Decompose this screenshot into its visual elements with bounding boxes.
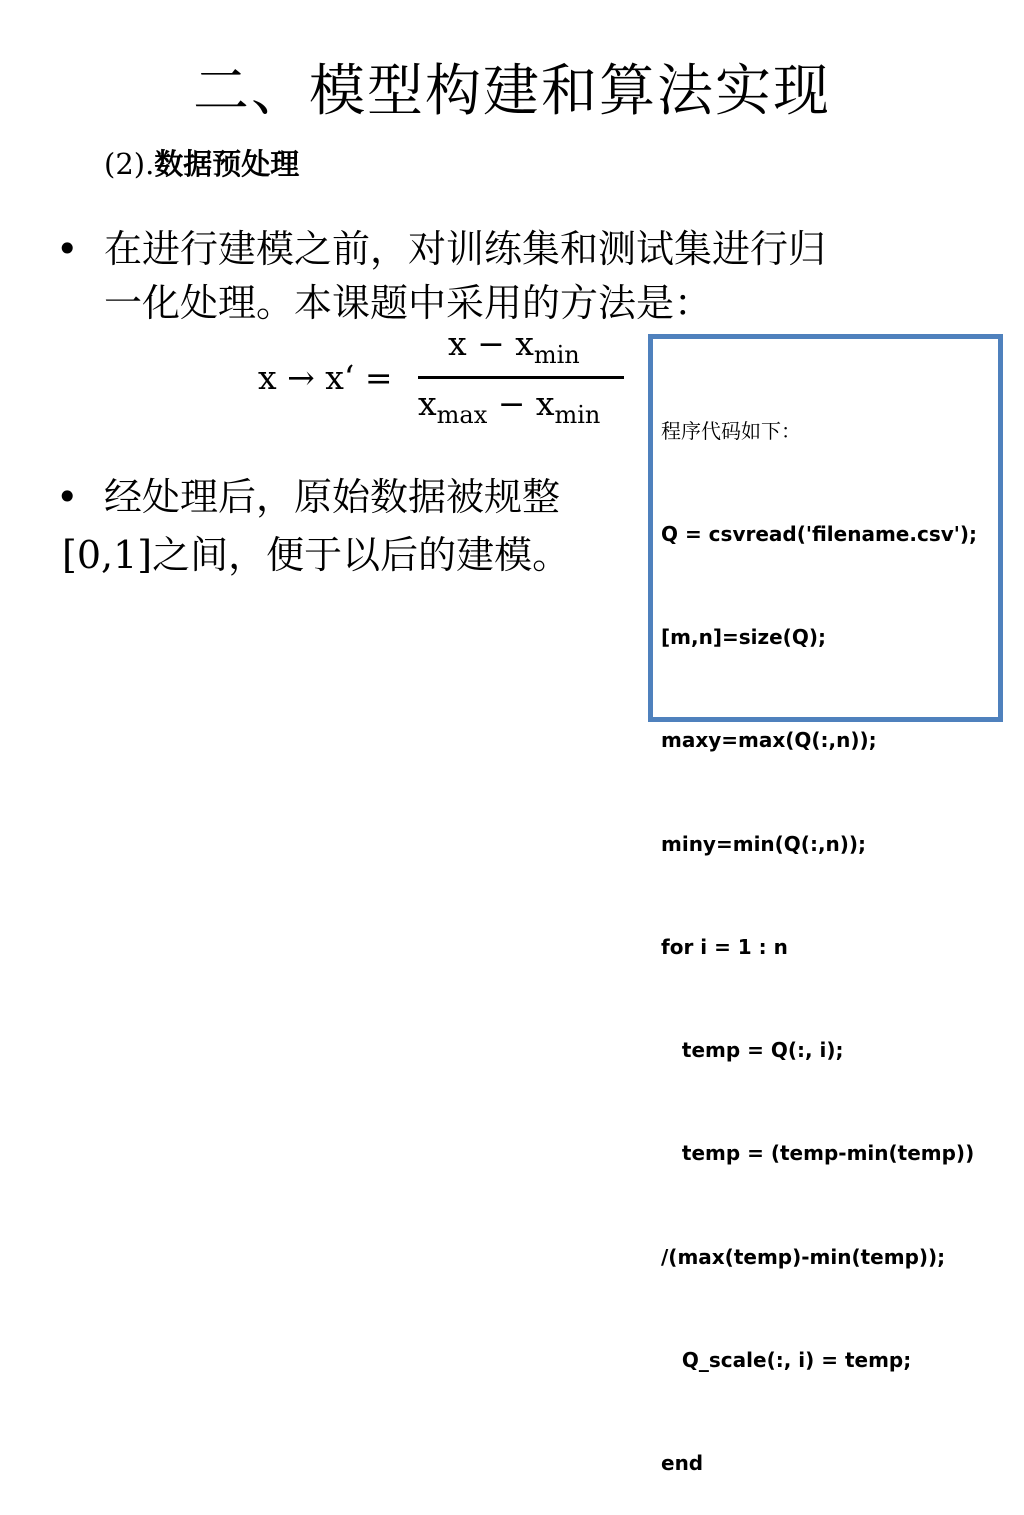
code-line: [m,n]=size(Q); — [661, 625, 826, 650]
formula-den-sub1: max — [436, 401, 488, 429]
bullet-result-continued — [62, 528, 662, 582]
bullet-result — [56, 470, 676, 524]
slide-title: 二、模型构建和算法实现 — [193, 59, 831, 124]
formula-den-mid: − x — [487, 384, 555, 423]
code-snippet-box — [648, 334, 1003, 1475]
code-line: Q = csvread('filename.csv'); — [661, 522, 978, 547]
code-line: /(max(temp)-min(temp)); — [661, 1244, 946, 1269]
bullet-line: 一化处理。本课题中采用的方法是： — [104, 281, 713, 325]
bullet-text — [104, 222, 826, 330]
subtitle-label: 数据预处理 — [154, 147, 300, 181]
code-header: 程序代码如下： — [661, 418, 801, 443]
formula-numerator — [448, 324, 580, 369]
bullet-mark: • — [56, 475, 79, 519]
section-subtitle — [104, 142, 299, 186]
code-line: end — [661, 1451, 704, 1475]
subtitle-number: (2). — [104, 147, 155, 181]
fraction-bar — [418, 376, 624, 379]
bullet-text — [104, 470, 560, 524]
bullet-mark: • — [56, 227, 79, 271]
bullet-line: 经处理后，原始数据被规整 — [104, 475, 561, 519]
bullet-line: 在进行建模之前，对训练集和测试集进行归 — [104, 227, 827, 271]
code-line: for i = 1 : n — [661, 934, 788, 959]
normalization-formula — [258, 324, 638, 430]
formula-denominator — [418, 384, 600, 429]
formula-den-x1: x — [418, 384, 437, 423]
code-line: maxy=max(Q(:,n)); — [661, 728, 877, 753]
formula-lhs: x → x‘ = — [258, 358, 393, 397]
bullet-normalization — [56, 222, 976, 332]
code-line: temp = Q(:, i); — [661, 1038, 844, 1063]
formula-den-sub2: min — [554, 401, 601, 429]
formula-numerator-sub: min — [533, 341, 580, 369]
code-line: temp = (temp-min(temp)) — [661, 1141, 975, 1166]
code-line: miny=min(Q(:,n)); — [661, 831, 867, 856]
code-line: Q_scale(:, i) = temp; — [661, 1347, 912, 1372]
bullet-line: [0,1]之间，便于以后的建模。 — [62, 533, 571, 577]
formula-numerator-main: x − x — [448, 324, 534, 363]
